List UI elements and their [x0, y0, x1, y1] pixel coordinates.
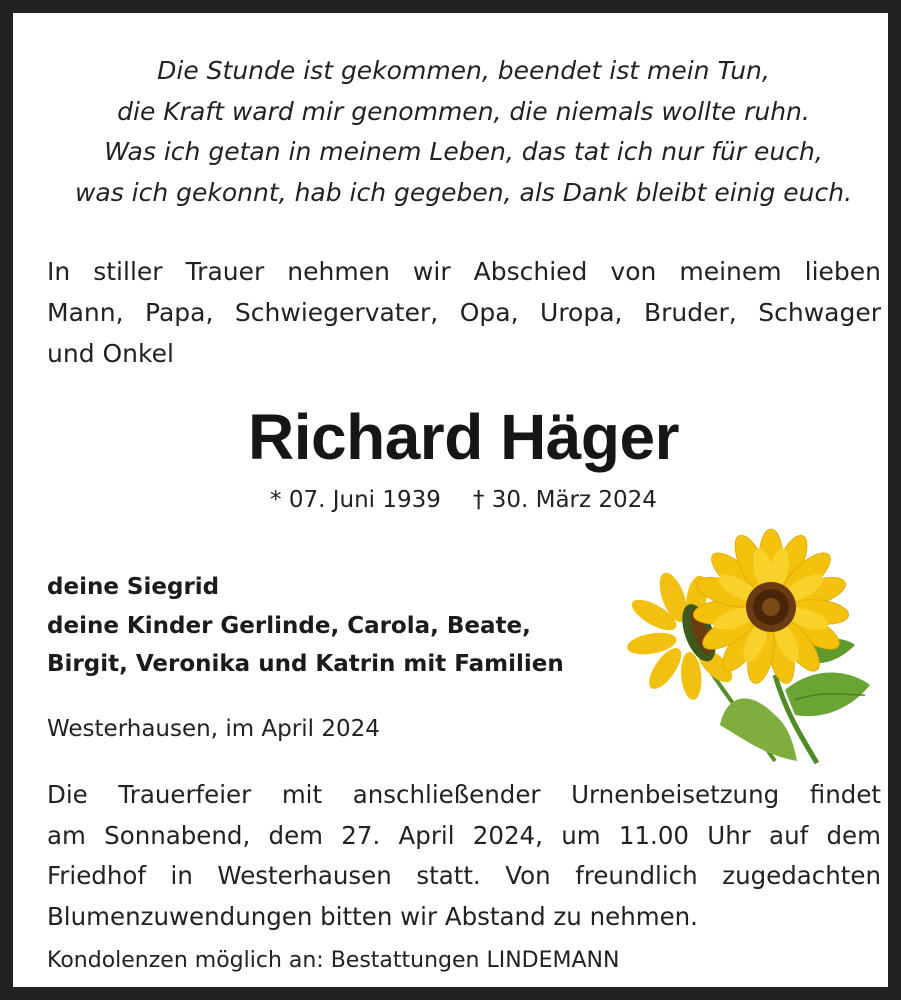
intro-line: und Onkel: [47, 339, 174, 368]
intro-line: In stiller Trauer nehmen wir Abschied von meinem lieben: [47, 257, 881, 286]
family-line: Birgit, Veronika und Katrin mit Familien: [47, 651, 564, 677]
condolence-note: Kondolenzen möglich an: Bestattungen LINDEMANN: [47, 948, 620, 973]
deceased-name: Richard Häger: [248, 401, 679, 473]
poem-line: was ich gekonnt, hab ich gegeben, als Dank bleibt einig euch.: [74, 177, 853, 207]
death-date: † 30. März 2024: [472, 487, 657, 513]
poem-line: Die Stunde ist gekommen, beendet ist mein Tun,: [157, 56, 770, 85]
life-dates: [13, 483, 901, 517]
family-signature: [47, 568, 627, 684]
family-line: deine Kinder Gerlinde, Carola, Beate,: [47, 612, 531, 639]
details-line: Die Trauerfeier mit anschließender Urnenbeisetzung findet: [47, 780, 881, 809]
details-line: Friedhof in Westerhausen statt. Von freundlich zugedachten: [47, 861, 881, 890]
details-line: Blumenzuwendungen bitten wir Abstand zu nehmen.: [47, 901, 698, 931]
birth-date: * 07. Juni 1939: [270, 487, 441, 513]
intro-line: Mann, Papa, Schwiegervater, Opa, Uropa, Bruder, Schwager: [47, 298, 881, 327]
intro-text: [47, 251, 881, 374]
ceremony-details: [47, 775, 881, 937]
details-line: am Sonnabend, dem 27. April 2024, um 11.00 Uhr auf dem: [47, 820, 881, 850]
poem-line: die Kraft ward mir genommen, die niemals wollte ruhn.: [117, 96, 810, 126]
place-and-date: Westerhausen, im April 2024: [47, 716, 380, 742]
memorial-poem: [33, 51, 894, 213]
sunflower-icon: [625, 525, 877, 769]
family-line: deine Siegrid: [47, 574, 220, 600]
poem-line: Was ich getan in meinem Leben, das tat ich nur für euch,: [104, 137, 823, 166]
